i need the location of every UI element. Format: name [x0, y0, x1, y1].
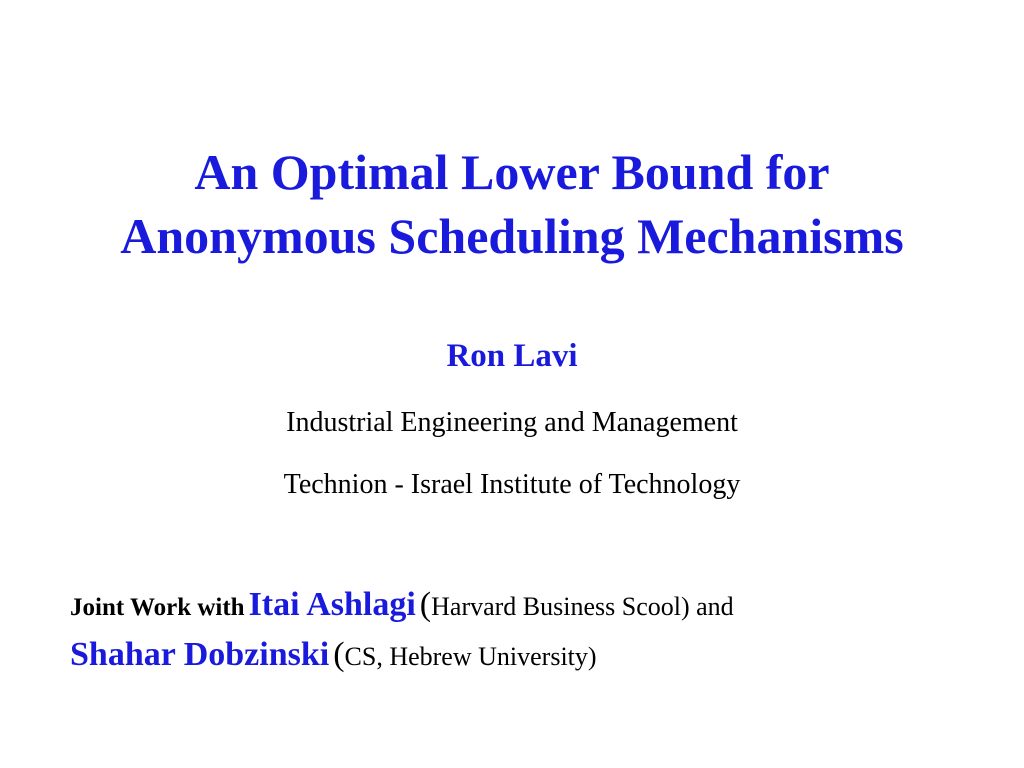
title-line-1: An Optimal Lower Bound for	[194, 144, 830, 200]
affiliation-department: Industrial Engineering and Management	[286, 407, 738, 438]
affiliation-institution: Technion - Israel Institute of Technology	[283, 469, 741, 500]
coauthor-2-open-paren: (	[333, 636, 345, 673]
slide-title	[0, 140, 1024, 268]
joint-work-label: Joint Work with	[70, 594, 245, 621]
coauthor-1-affiliation: Harvard Business Scool) and	[431, 592, 734, 621]
coauthor-2-name: Shahar Dobzinski	[70, 636, 330, 673]
coauthor-1-name: Itai Ashlagi	[248, 586, 416, 623]
title-line-2: Anonymous Scheduling Mechanisms	[120, 208, 904, 264]
author-name: Ron Lavi	[446, 338, 578, 374]
coauthor-1-open-paren: (	[419, 586, 432, 623]
joint-work-line-1	[70, 580, 1010, 630]
joint-work-line-2	[70, 630, 1010, 680]
coauthor-2-affiliation: CS, Hebrew University)	[344, 642, 597, 671]
joint-work-block	[70, 580, 1010, 680]
